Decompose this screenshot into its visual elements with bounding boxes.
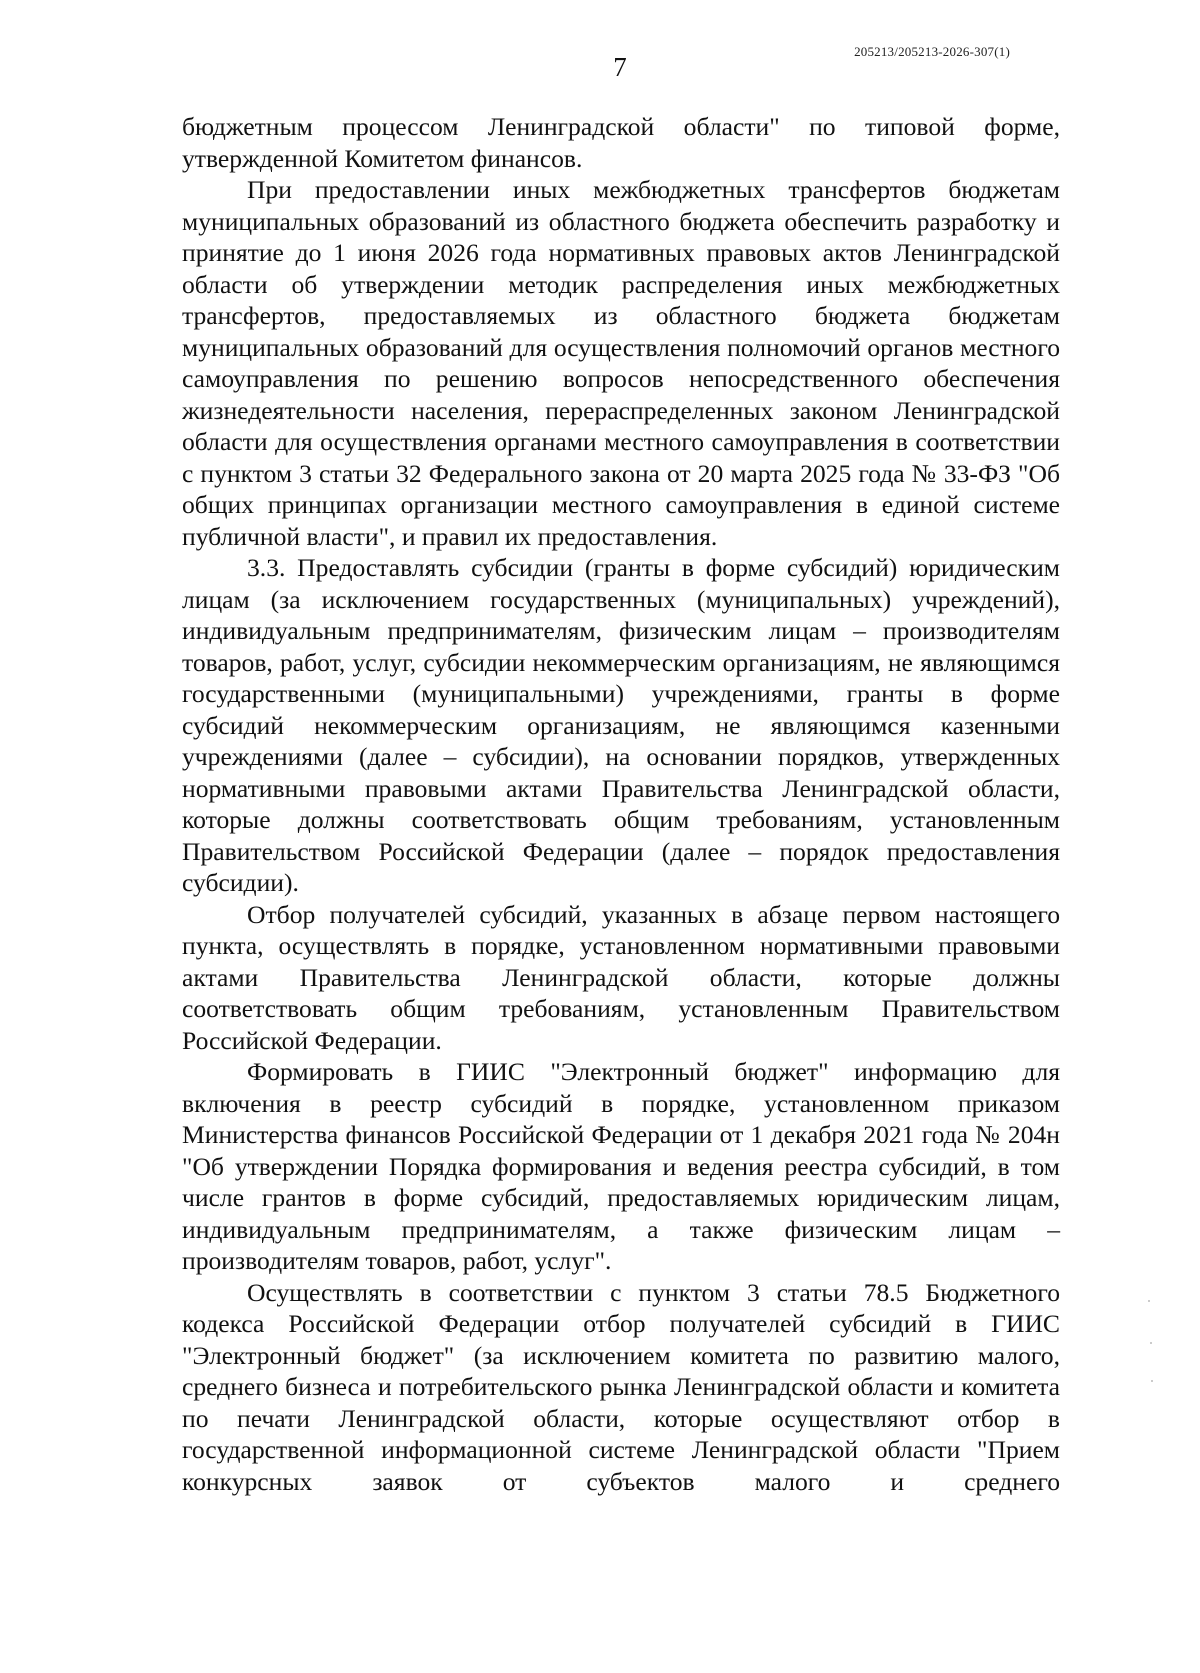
document-registration-code: 205213/205213-2026-307(1) (854, 44, 1010, 59)
paragraph-recipient-selection: Отбор получателей субсидий, указанных в абзаце первом настоящего пункта, осуществлять в порядке, установленном нормативными правовыми актами Правительства Ленинградской области, которые должны соответствовать общим требованиям, установленным Правительством Российской Федерации. (182, 899, 1060, 1055)
paragraph-continuation: бюджетным процессом Ленинградской области" по типовой форме, утвержденной Комитетом финансов. (182, 112, 1060, 173)
scan-speck (1151, 1380, 1153, 1382)
scan-speck (1150, 1342, 1152, 1344)
paragraph-3-3-subsidies: 3.3. Предоставлять субсидии (гранты в форме субсидий) юридическим лицам (за исключением государственных (муниципальных) учреждений), индивидуальным предпринимателям, физическим лицам – производителям товаров, работ, услуг, субсидии некоммерческим организациям, не являющимся государственными (муниципальными) учреждениями, гранты в форме субсидий некоммерческим организациям, не являющимся казенными учреждениями (далее – субсидии), на основании порядков, утвержденных нормативными правовыми актами Правительства Ленинградской области, которые должны соответствовать общим требованиям, установленным Правительством Российской Федерации (далее – порядок предоставления субсидии). (182, 553, 1060, 897)
paragraph-selection-giis: Осуществлять в соответствии с пунктом 3 статьи 78.5 Бюджетного кодекса Российской Федерации отбор получателей субсидий в ГИИС "Электронный бюджет" (за исключением комитета по развитию малого, среднего бизнеса и потребительского рынка Ленинградской области и комитета по печати Ленинградской области, которые осуществляют отбор в государственной информационной системе Ленинградской области "Прием конкурсных заявок от субъектов малого и среднего (182, 1277, 1060, 1496)
paragraph-interbudget-transfers: При предоставлении иных межбюджетных трансфертов бюджетам муниципальных образований из областного бюджета обеспечить разработку и принятие до 1 июня 2026 года нормативных правовых актов Ленинградской области об утверждении методик распределения иных межбюджетных трансфертов, предоставляемых из областного бюджета бюджетам муниципальных образований для осуществления полномочий органов местного самоуправления по решению вопросов непосредственного обеспечения жизнедеятельности населения, перераспределенных законом Ленинградской области для осуществления органами местного самоуправления в соответствии с пунктом 3 статьи 32 Федерального закона от 20 марта 2025 года № 33-ФЗ "Об общих принципах организации местного самоуправления в единой системе публичной власти", и правил их предоставления. (182, 175, 1060, 551)
document-body (182, 111, 1060, 1497)
paragraph-subsidy-registry: Формировать в ГИИС "Электронный бюджет" информацию для включения в реестр субсидий в порядке, установленном приказом Министерства финансов Российской Федерации от 1 декабря 2021 года № 204н "Об утверждении Порядка формирования и ведения реестра субсидий, в том числе грантов в форме субсидий, предоставляемых юридическим лицам, индивидуальным предпринимателям, а также физическим лицам – производителям товаров, работ, услуг". (182, 1057, 1060, 1275)
scan-speck (1148, 1300, 1150, 1302)
page-number: 7 (613, 52, 627, 82)
